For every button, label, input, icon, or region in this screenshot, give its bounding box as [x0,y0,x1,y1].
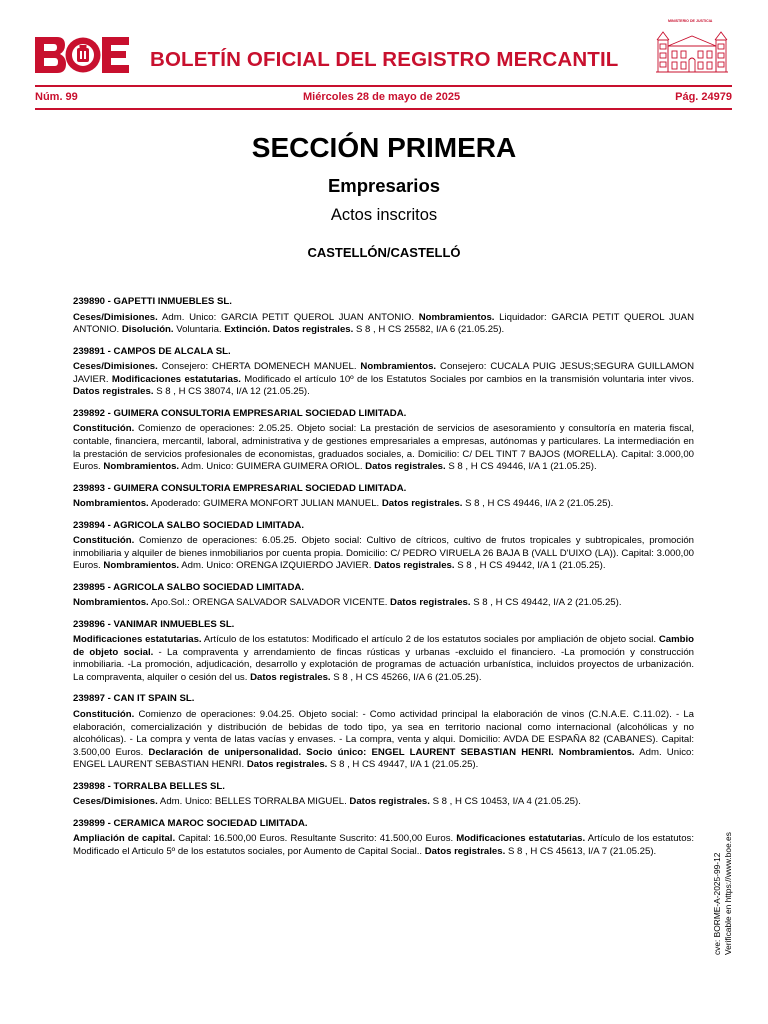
entry-text: S 8 , H CS 10453, I/A 4 (21.05.25). [429,796,581,808]
entry-label: Datos registrales. [349,796,430,808]
entry-text: S 8 , H CS 25582, I/A 6 (21.05.25). [353,324,505,336]
entry-heading: 239897 - CAN IT SPAIN SL. [73,693,195,705]
entry [73,296,694,337]
entry-body [73,634,694,684]
verification-note [712,735,736,955]
entry-heading: 239899 - CERAMICA MAROC SOCIEDAD LIMITADA. [73,817,308,829]
entry-label: Nombramientos. [73,498,149,510]
issue-number: Núm. 99 [35,91,78,103]
entry-body [73,833,694,858]
entry-heading: 239896 - VANIMAR INMUEBLES SL. [73,618,235,630]
entry-text: Comienzo de operaciones: 6.05.25. Objeto social: Cultivo de cítricos, cultivo de frutos tropicales y subtropicales, promoción inmobiliaria y alquiler de bienes inmobiliarios por cuenta propia. Domicilio: C/ PEDRO VIRUELA 26 BAJA B (VALL D'UIXO (LA)). Capital: 3.000,00 Euros. [73,535,694,572]
entry-text: Comienzo de operaciones: 2.05.25. Objeto social: La prestación de servicios de asesoramiento y consultoría en materia fiscal, contable, financiera, mercantil, laboral, administrativa y de gestiones empresariales a empresas, autónomas y particulares. La intermediación en la prestación de servicios profesionales de economistas, graduados sociales, a. Domicilio: C/ DEL TINT 7 BAJOS (MORELLA). Capital: 3.000,00 Euros. [73,423,694,473]
entry-label: Extinción. [224,324,271,336]
entry-label: Constitución. [73,423,135,435]
entry-label: Nombramientos. [73,597,149,609]
entry-body [73,312,694,337]
entry [73,781,694,809]
publication-title: BOLETÍN OFICIAL DEL REGISTRO MERCANTIL [150,48,619,71]
section-title: SECCIÓN PRIMERA [251,132,517,163]
entry-label: Datos registrales. [250,672,331,684]
entry-label: Constitución. [73,535,135,547]
section-subtitle-acts: Actos inscritos [330,206,438,224]
entry-label: Datos registrales. [381,498,463,510]
entry-label: Nombramientos. [418,311,495,323]
entry [73,483,694,511]
entry-body [73,709,694,772]
entry-text: S 8 , H CS 49446, I/A 1 (21.05.25). [445,461,597,473]
verification-url[interactable]: Verificable en https://www.boe.es [723,832,733,955]
entry [73,408,694,474]
entry-label: Datos registrales. [73,386,154,398]
entry-heading: 239898 - TORRALBA BELLES SL. [73,780,225,792]
entry-heading: 239894 - AGRICOLA SALBO SOCIEDAD LIMITADA. [73,519,304,531]
entry-text: Modificado el artículo 10º de los Estatutos Sociales por cambios en la transmisión voluntaria inter vivos. [240,373,694,385]
issue-info-row [35,91,732,107]
entry-label: Nombramientos. [558,746,635,758]
entry-heading: 239895 - AGRICOLA SALBO SOCIEDAD LIMITADA. [73,581,304,593]
entry-label: Declaración de unipersonalidad. [148,746,302,758]
province-heading: CASTELLÓN/CASTELLÓ [307,245,461,260]
entry-text: Adm. Unico: GARCIA PETIT QUEROL JUAN ANTONIO. [157,311,419,323]
entry-text: Artículo de los estatutos: Modificado el Articulo 5º de los estatutos sociales, por Aumento de Capital Social.. [73,833,694,857]
entry [73,346,694,399]
entry-text: Apo.Sol.: ORENGA SALVADOR SALVADOR VICENTE. [148,597,391,609]
entry-label: Ceses/Dimisiones. [73,796,158,808]
entry-label: Datos registrales. [390,597,471,609]
entry-text: Adm. Unico: GUIMERA GUIMERA ORIOL. [179,461,366,473]
entry-label: Disolución. [121,324,174,336]
header-rule-top [35,85,732,87]
entry-body [73,597,694,610]
ministry-building-icon [654,18,730,76]
entry [73,818,694,859]
entry [73,693,694,772]
entry-text: Adm. Unico: ENGEL LAURENT SEBASTIAN HENRI. [73,746,694,771]
entry-text: Apoderado: GUIMERA MONFORT JULIAN MANUEL. [148,498,382,510]
entry-label: Datos registrales. [272,324,354,336]
entry-label: Socio único: ENGEL LAURENT SEBASTIAN HENRI. [306,746,554,758]
entry-label: Ampliación de capital. [73,833,176,845]
entry-label: Nombramientos. [360,361,437,373]
entry-label: Constitución. [73,709,135,721]
entry-text: Voluntaria. [173,324,225,336]
entry-body [73,535,694,573]
cve-code: cve: BORME-A-2025-99-12 [712,852,722,955]
entry-label: Datos registrales. [424,845,506,857]
entry-body [73,498,694,511]
entry-label: Nombramientos. [103,560,180,572]
entry-text: Comienzo de operaciones: 9.04.25. Objeto social: - Como actividad principal la elaboración de vinos (C.N.A.E. C.11.02). - La elaboración, comercialización y distribución de bebidas de todo tipo, ya sea en territorio nacional como internacional (alcohólicas y no alcohólicas). - La compra y venta de latas vacías y envases. - La compra, venta y alqui. Domicilio: AVDA DE ESPAÑA 82 (CABANES). Capital: 3.500,00 Euros. [73,709,694,758]
entry-body [73,423,694,473]
entry-text: S 8 , H CS 49447, I/A 1 (21.05.25). [327,759,479,771]
entry-text: Liquidador: GARCIA PETIT QUEROL JUAN ANTONIO. [73,311,694,336]
entry-text: Capital: 16.500,00 Euros. Resultante Suscrito: 41.500,00 Euros. [175,833,457,845]
entry-label: Datos registrales. [374,560,455,572]
issue-date: Miércoles 28 de mayo de 2025 [303,91,461,103]
entry-label: Nombramientos. [103,461,180,473]
entry-heading: 239890 - GAPETTI INMUEBLES SL. [73,296,232,307]
entry-text: S 8 , H CS 38074, I/A 12 (21.05.25). [153,386,310,398]
entry [73,582,694,610]
ministry-label: MINISTERIO DE JUSTICIA [668,19,713,23]
page-number: Pág. 24979 [675,91,732,103]
entry-text: - La compraventa y arrendamiento de fincas rústicas y urbanas -excluido el financiero. -La promoción y construcción inmobiliaria. -La promoción, adjudicación, desarrollo y explotación de programas de actuación urbanística, incluidos proyectos de urbanización. La compraventa, alquiler o cesión del us. [73,646,694,684]
entry-text: S 8 , H CS 49442, I/A 1 (21.05.25). [454,560,606,572]
entry-text: Artículo de los estatutos: Modificado el artículo 2 de los estatutos sociales por ampliación de objeto social. [201,634,659,646]
header-rule-bottom [35,108,732,110]
boe-logo [35,37,129,73]
entry-text: S 8 , H CS 49442, I/A 2 (21.05.25). [470,597,622,609]
entry-heading: 239892 - GUIMERA CONSULTORIA EMPRESARIAL SOCIEDAD LIMITADA. [73,407,407,419]
section-subtitle: Empresarios [327,175,441,196]
entry-label: Ceses/Dimisiones. [73,311,158,323]
entry [73,619,694,685]
entry-label: Modificaciones estatutarias. [111,373,241,385]
entry-label: Datos registrales. [365,461,446,473]
entry-heading: 239893 - GUIMERA CONSULTORIA EMPRESARIAL SOCIEDAD LIMITADA. [73,482,407,494]
entry-text: Adm. Unico: BELLES TORRALBA MIGUEL. [157,796,350,808]
entries-list [73,296,694,867]
entry-text: Consejero: CUCALA PUIG JESUS;SEGURA GUILLAMON JAVIER. [73,361,694,385]
entry-body [73,796,694,809]
entry-label: Cambio de objeto social. [73,634,694,658]
entry-heading: 239891 - CAMPOS DE ALCALA SL. [73,345,231,357]
entry-label: Datos registrales. [246,759,328,771]
entry-text: Adm. Unico: ORENGA IZQUIERDO JAVIER. [179,560,375,572]
entry-label: Modificaciones estatutarias. [456,833,586,845]
entry-text: S 8 , H CS 45266, I/A 6 (21.05.25). [330,672,482,684]
entry-text: S 8 , H CS 49446, I/A 2 (21.05.25). [462,498,614,510]
entry-label: Modificaciones estatutarias. [73,634,202,646]
entry [73,520,694,573]
entry-text: Consejero: CHERTA DOMENECH MANUEL. [157,361,361,373]
entry-body [73,361,694,399]
entry-text: S 8 , H CS 45613, I/A 7 (21.05.25). [505,845,657,857]
entry-label: Ceses/Dimisiones. [73,361,158,373]
